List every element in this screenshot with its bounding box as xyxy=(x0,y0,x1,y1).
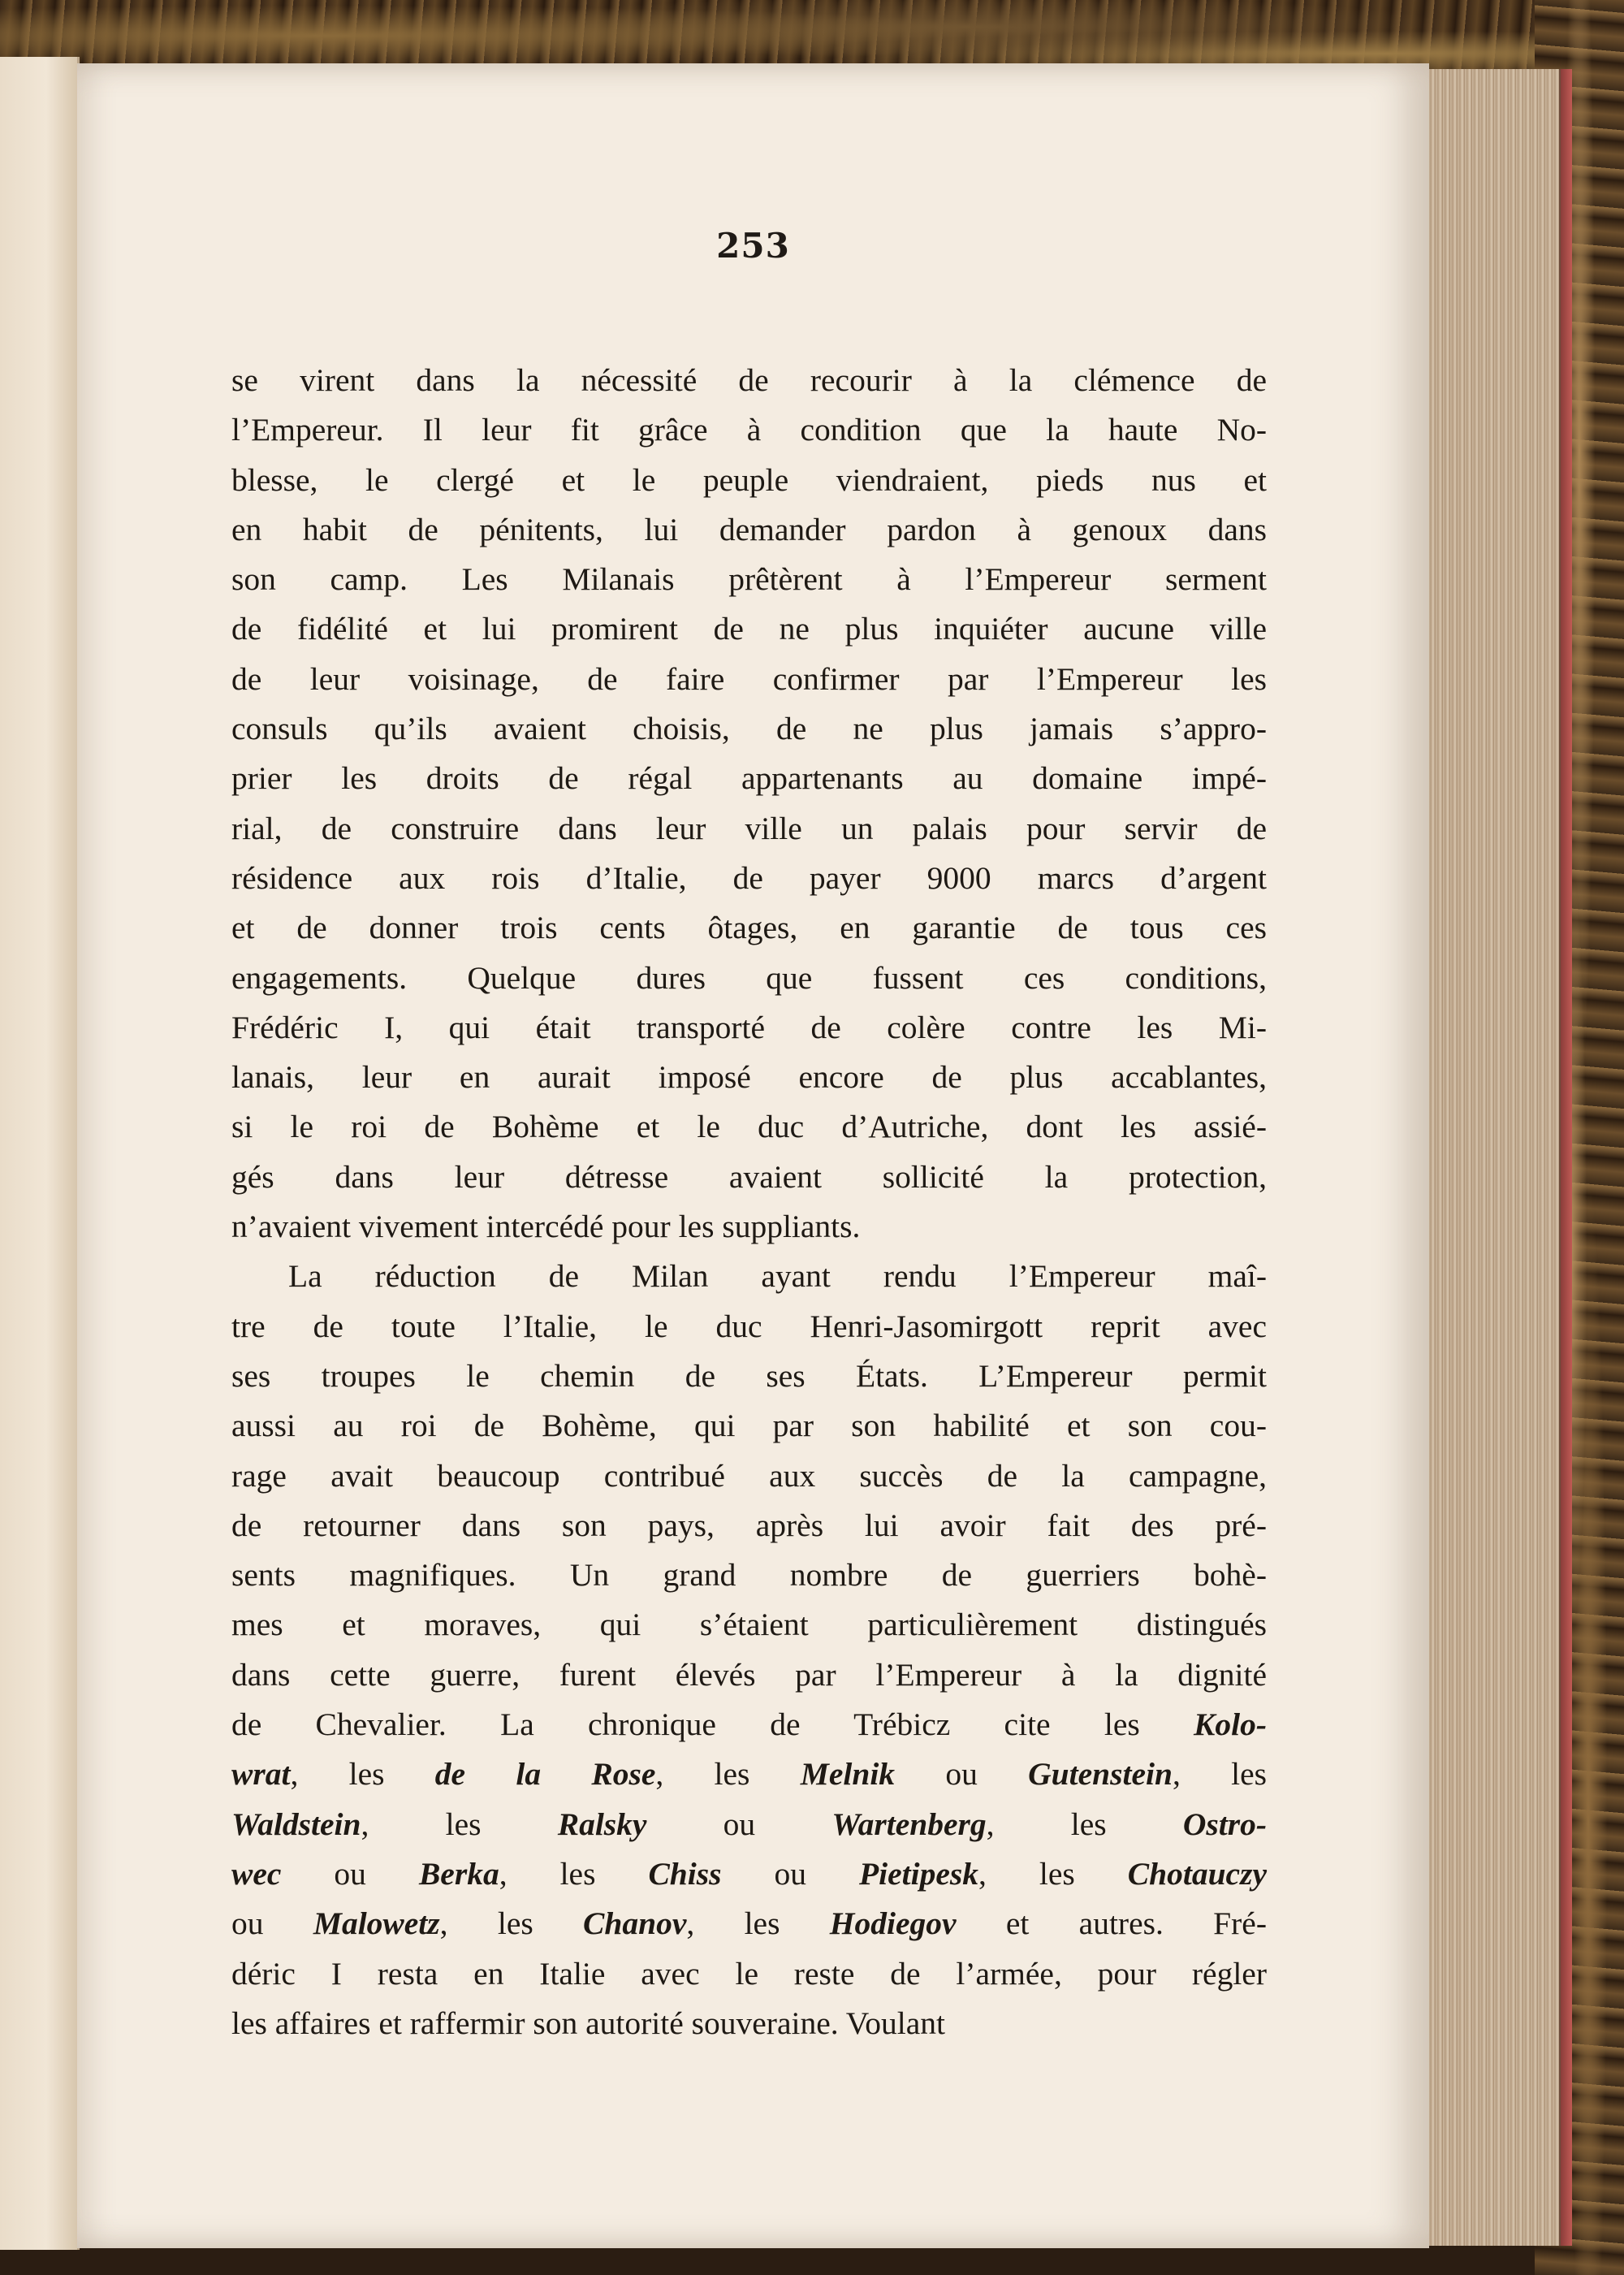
text-line xyxy=(231,405,1267,455)
text-segment: consuls qu’ils avaient choisis, de ne plus jamais s’appro- xyxy=(231,711,1267,747)
text-segment: tre de toute l’Italie, le duc Henri-Jasomirgott reprit avec xyxy=(231,1308,1267,1344)
text-segment: prier les droits de régal appartenants au domaine impé- xyxy=(231,760,1267,797)
text-segment: dans cette guerre, furent élevés par l’Empereur à la dignité xyxy=(231,1656,1267,1693)
text-segment: ou xyxy=(281,1855,419,1892)
text-segment: n’avaient vivement intercédé pour les suppliants. xyxy=(231,1209,861,1245)
italic-name: Waldstein xyxy=(231,1806,361,1842)
italic-name: Malowetz xyxy=(313,1905,440,1942)
text-segment: de fidélité et lui promirent de ne plus inquiéter aucune ville xyxy=(231,611,1267,647)
italic-name: Chotauczy xyxy=(1127,1855,1267,1892)
facing-page-edge xyxy=(0,57,80,2250)
text-segment: gés dans leur détresse avaient sollicité la protection, xyxy=(231,1158,1267,1195)
text-segment: , les xyxy=(686,1905,830,1942)
text-segment: , les xyxy=(361,1806,558,1842)
italic-name: Gutenstein xyxy=(1028,1756,1173,1793)
page-block-edge xyxy=(1421,69,1562,2246)
body-text xyxy=(231,356,1267,2048)
text-segment: et autres. Fré- xyxy=(956,1905,1267,1942)
text-segment: , les xyxy=(655,1756,801,1793)
italic-name: Kolo- xyxy=(1194,1706,1267,1743)
text-segment: et de donner trois cents ôtages, en garantie de tous ces xyxy=(231,910,1267,946)
text-line xyxy=(231,1650,1267,1700)
text-line xyxy=(231,1202,1267,1252)
italic-name: Ostro- xyxy=(1182,1806,1267,1842)
italic-name: Melnik xyxy=(800,1756,896,1793)
italic-name: Chiss xyxy=(648,1855,722,1892)
text-line xyxy=(231,1451,1267,1501)
text-line xyxy=(231,704,1267,754)
text-line xyxy=(231,1800,1267,1849)
text-line xyxy=(231,1102,1267,1152)
text-line xyxy=(231,1302,1267,1352)
italic-name: Chanov xyxy=(583,1905,687,1942)
text-segment: , les xyxy=(290,1756,435,1793)
italic-name: Berka xyxy=(418,1855,499,1892)
text-segment: de retourner dans son pays, après lui avoir fait des pré- xyxy=(231,1507,1267,1543)
text-segment: Frédéric I, qui était transporté de colère contre les Mi- xyxy=(231,1009,1267,1045)
text-segment: de Chevalier. La chronique de Trébicz cite les xyxy=(231,1706,1194,1743)
book-page xyxy=(77,63,1429,2248)
italic-name: de la Rose xyxy=(434,1756,656,1793)
text-segment: se virent dans la nécessité de recourir à la clémence de xyxy=(231,362,1267,398)
text-line xyxy=(231,655,1267,704)
text-segment: , les xyxy=(978,1855,1128,1892)
text-line xyxy=(231,1999,1267,2048)
text-segment: ou xyxy=(895,1756,1029,1793)
text-line xyxy=(231,1252,1267,1301)
text-segment: ou xyxy=(721,1855,860,1892)
text-line xyxy=(231,1600,1267,1650)
text-segment: rage avait beaucoup contribué aux succès de la campagne, xyxy=(231,1457,1267,1494)
text-line xyxy=(231,604,1267,654)
text-line xyxy=(231,456,1267,505)
text-line xyxy=(231,1750,1267,1799)
text-segment: , les xyxy=(1172,1756,1267,1793)
text-segment: mes et moraves, qui s’étaient particulièrement distingués xyxy=(231,1607,1267,1643)
text-segment: de leur voisinage, de faire confirmer par l’Empereur les xyxy=(231,660,1267,697)
text-segment: résidence aux rois d’Italie, de payer 9000 marcs d’argent xyxy=(231,859,1267,896)
text-segment: engagements. Quelque dures que fussent ces conditions, xyxy=(231,959,1267,996)
text-segment: en habit de pénitents, lui demander pardon à genoux dans xyxy=(231,511,1267,547)
italic-name: Ralsky xyxy=(557,1806,647,1842)
text-line xyxy=(231,1352,1267,1401)
text-line xyxy=(231,903,1267,953)
text-line xyxy=(231,1949,1267,1999)
text-line xyxy=(231,1551,1267,1600)
text-segment: l’Empereur. Il leur fit grâce à condition que la haute No- xyxy=(231,412,1267,448)
text-segment: ou xyxy=(646,1806,832,1842)
text-segment: , les xyxy=(986,1806,1183,1842)
text-segment: La réduction de Milan ayant rendu l’Empereur maî- xyxy=(288,1258,1267,1295)
italic-name: Wartenberg xyxy=(831,1806,987,1842)
text-line xyxy=(231,1401,1267,1451)
text-line xyxy=(231,754,1267,803)
text-line xyxy=(231,1501,1267,1551)
text-segment: sents magnifiques. Un grand nombre de guerriers bohè- xyxy=(231,1557,1267,1594)
text-line xyxy=(231,1003,1267,1053)
text-segment: déric I resta en Italie avec le reste de l’armée, pour régler xyxy=(231,1955,1267,1992)
text-segment: les affaires et raffermir son autorité souveraine. Voulant xyxy=(231,2005,945,2041)
text-line xyxy=(231,854,1267,903)
text-line xyxy=(231,1700,1267,1750)
text-segment: si le roi de Bohème et le duc d’Autriche, dont les assié- xyxy=(231,1109,1267,1145)
text-line xyxy=(231,505,1267,555)
text-segment: rial, de construire dans leur ville un palais pour servir de xyxy=(231,810,1267,846)
italic-name: Pietipesk xyxy=(859,1855,979,1892)
italic-name: wec xyxy=(231,1855,282,1892)
text-segment: ou xyxy=(231,1905,313,1942)
text-line xyxy=(231,356,1267,405)
text-line xyxy=(231,1153,1267,1202)
text-segment: ses troupes le chemin de ses États. L’Empereur permit xyxy=(231,1357,1267,1394)
italic-name: wrat xyxy=(231,1756,291,1793)
text-segment: lanais, leur en aurait imposé encore de plus accablantes, xyxy=(231,1059,1267,1096)
text-line xyxy=(231,954,1267,1003)
text-segment: blesse, le clergé et le peuple viendraient, pieds nus et xyxy=(231,461,1267,498)
text-line xyxy=(231,1849,1267,1899)
text-segment: son camp. Les Milanais prêtèrent à l’Empereur serment xyxy=(231,561,1267,598)
text-line xyxy=(231,1899,1267,1948)
text-segment: , les xyxy=(499,1855,649,1892)
text-line xyxy=(231,804,1267,854)
text-line xyxy=(231,555,1267,604)
text-line xyxy=(231,1053,1267,1102)
text-segment: aussi au roi de Bohème, qui par son habilité et son cou- xyxy=(231,1408,1267,1444)
page-number: 253 xyxy=(716,226,790,266)
italic-name: Hodiegov xyxy=(829,1905,957,1942)
text-segment: , les xyxy=(439,1905,584,1942)
